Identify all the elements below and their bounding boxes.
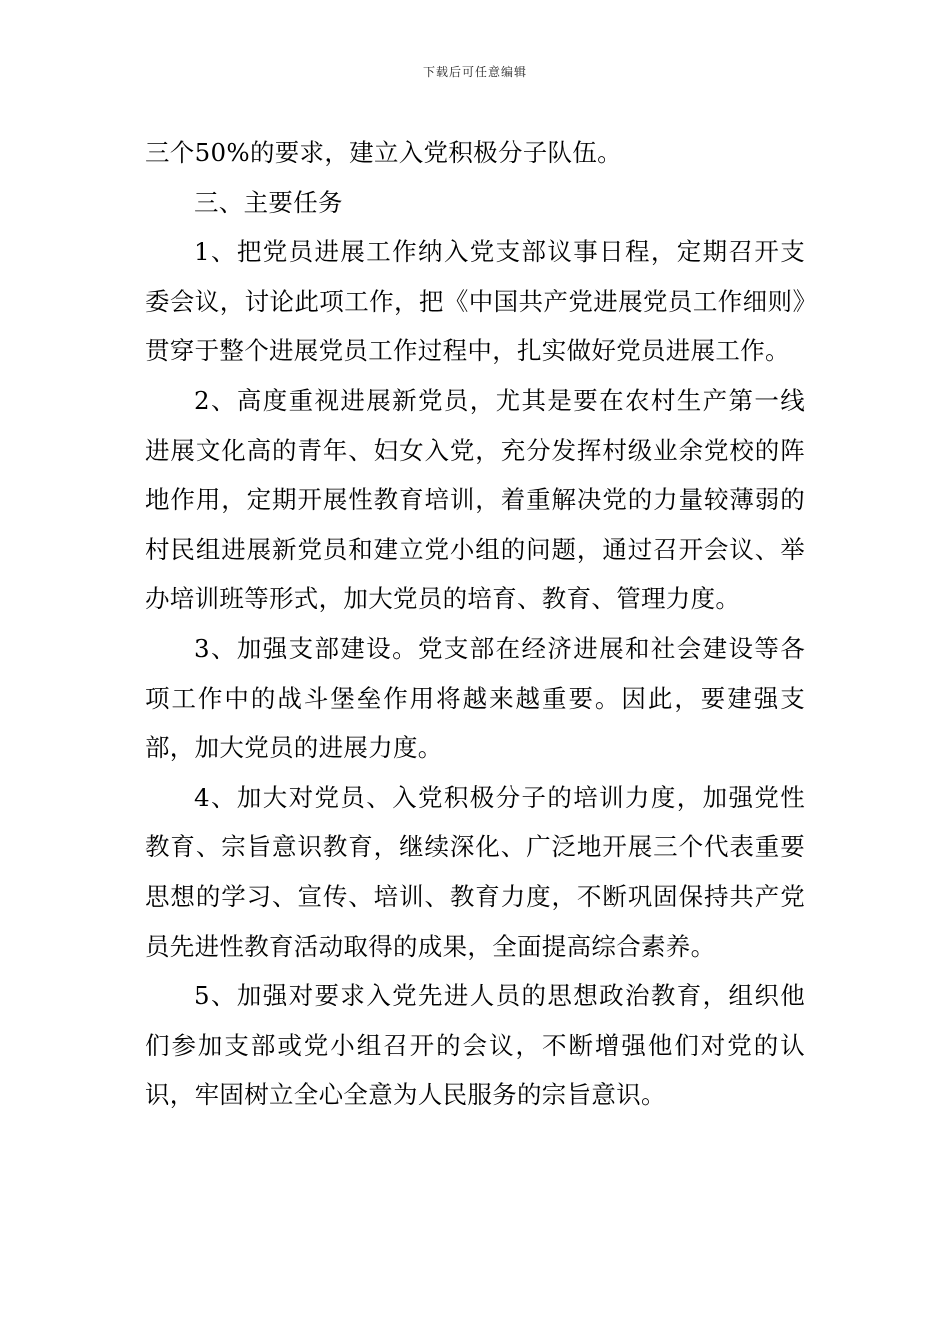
section-heading: 三、主要任务	[194, 187, 343, 217]
task-item-4: 4、加大对党员、入党积极分子的培训力度，加强党性教育、宗旨意识教育，继续深化、广泛地开展三个代表重要思想的学习、宣传、培训、教育力度，不断巩固保持共产党员先进性教育活动取得的成果，全面提高综合素养。	[145, 782, 805, 961]
document-body	[145, 128, 805, 1120]
task-item-5: 5、加强对要求入党先进人员的思想政治教育，组织他们参加支部或党小组召开的会议，不断增强他们对党的认识，牢固树立全心全意为人民服务的宗旨意识。	[145, 981, 805, 1110]
task-item-3: 3、加强支部建设。党支部在经济进展和社会建设等各项工作中的战斗堡垒作用将越来越重要。因此，要建强支部，加大党员的进展力度。	[145, 633, 805, 763]
paragraph-continuation: 三个50%的要求，建立入党积极分子队伍。	[145, 138, 622, 167]
task-item-2: 2、高度重视进展新党员，尤其是要在农村生产第一线进展文化高的青年、妇女入党，充分发挥村级业余党校的阵地作用，定期开展性教育培训，着重解决党的力量较薄弱的村民组进展新党员和建立党小组的问题，通过召开会议、举办培训班等形式，加大党员的培育、教育、管理力度。	[145, 385, 805, 614]
task-item-1: 1、把党员进展工作纳入党支部议事日程，定期召开支委会议，讨论此项工作，把《中国共产党进展党员工作细则》贯穿于整个进展党员工作过程中，扎实做好党员进展工作。	[145, 237, 805, 366]
page-header: 下载后可任意编辑	[422, 65, 527, 79]
